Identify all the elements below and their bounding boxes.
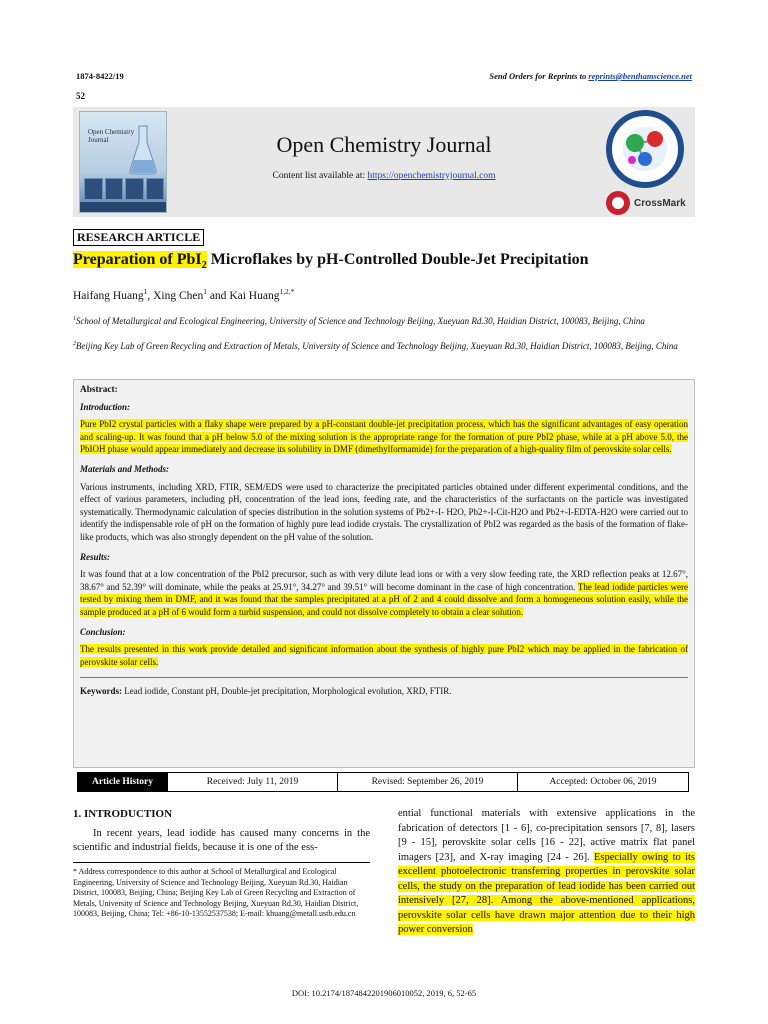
results-text: It was found that at a low concentration of the PbI2 precursor, such as with very dilute lead ions or with a very slow feeding rate, the XRD reflection peaks at 12.67°, 38.67° and 52.39° will dominate, while the peaks at 25.91°, 34.27° and 39.51° will become dominant in the case of high concentration. The lead iodide particles were tested by mixing them in DMF, and it was found that the samples precipitated at a pH of 2 and 4 could dissolve and form a homogeneous solution easily, while the sample produced at a pH of 6 would form a turbid suspension, and could not dissolve completely to obtain a clear solution. <box>80 569 689 617</box>
title-highlighted-part: Preparation of PbI$_2$ <box>73 251 207 272</box>
page-number: 52 <box>76 91 85 101</box>
correspondence-footnote: * Address correspondence to this author at School of Metallurgical and Ecological Engineering, University of Science and Technology Beijing, Xueyuan Rd.30, Haidian District, 100083, Beijing, China; Beijing Key Lab of Green Recycling and Extraction of Metals, University of Science and Technology Beijing, Xueyuan Rd.30, Haidian District, 100083, Beijing, China; Tel: +86-10-13552537538; E-mail: khuang@metall.ustb.edu.cn <box>73 862 370 920</box>
revised-date: Revised: September 26, 2019 <box>338 773 518 791</box>
issn: 1874-8422/19 <box>76 71 124 81</box>
title-rest: Microflakes by pH-Controlled Double-Jet Precipitation <box>206 251 589 268</box>
cover-image-strip <box>84 178 164 200</box>
right-column-text: ential functional materials with extensive applications in the fabrication of detectors [1 - 6], co-precipitation sensors [7, 8], lasers [9 - 15], perovskite solar cells [16 - 22], active matrix flat panel imagers [23], and X-ray imaging [24 - 26]. <box>398 808 695 863</box>
right-column <box>398 807 695 938</box>
section-heading: 1. INTRODUCTION <box>73 808 173 820</box>
affiliation-1: $^1$School of Metallurgical and Ecological Engineering, University of Science and Technology Beijing, Xueyuan Rd.30, Haidian District, 100083, Beijing, China <box>73 316 645 326</box>
cover-title: Open Chemistry Journal <box>88 128 135 144</box>
journal-url-link[interactable]: https://openchemistryjournal.com <box>367 171 496 181</box>
reprints-line <box>489 71 692 81</box>
keywords-label: Keywords: <box>80 686 122 697</box>
author-name: Kai Huang <box>229 289 280 302</box>
article-title <box>73 251 589 271</box>
introduction-label: Introduction: <box>80 401 131 412</box>
methods-label: Materials and Methods: <box>80 463 170 474</box>
journal-logo-icon <box>602 110 688 188</box>
introduction-text: Pure PbI2 crystal particles with a flaky shape were prepared by a pH-constant double-jet precipitation process, which has the significant advantages of easy operation and scaling-up. It was found that a pH below 5.0 of the mixing solution is the appropriate range for the formation of pure PbI2 phase, while at a pH above 5.0, the PbIOH phase would appear immediately and decrease its solubility in DMF (dimethylformamide) for the preparation of a high-quality film of perovskite solar cells. <box>80 419 688 455</box>
affiliation-2: $^2$Beijing Key Lab of Green Recycling and Extraction of Metals, University of Science and Technology Beijing, Xueyuan Rd.30, Haidian District, 100083, Beijing, China <box>73 341 678 351</box>
author-name: Xing Chen <box>153 289 204 302</box>
article-type: RESEARCH ARTICLE <box>73 229 204 246</box>
reprints-prefix: Send Orders for Reprints to <box>489 71 589 81</box>
doi-line: DOI: 10.2174/1874842201906010052, 2019, 6, 52-65 <box>291 988 477 998</box>
content-list-prefix: Content list available at: <box>272 171 368 181</box>
left-column <box>73 807 370 856</box>
keywords-text: Lead iodide, Constant pH, Double-jet precipitation, Morphological evolution, XRD, FTIR. <box>124 686 452 697</box>
results-label: Results: <box>80 551 111 562</box>
article-history <box>77 772 689 792</box>
flask-icon <box>128 124 158 176</box>
abstract-heading: Abstract: <box>80 385 118 395</box>
right-column-highlight: Especially owing to its excellent photoelectronic transferring properties in perovskite solar cells, the study on the preparation of lead iodide has been carried out intensively [27, 28]. Among the above-mentioned applications, perovskite solar cells have drawn major attention due to their high power conversion <box>398 851 695 935</box>
keywords <box>80 677 688 698</box>
crossmark-icon <box>606 191 630 215</box>
abstract-box <box>73 379 695 768</box>
crossmark-button[interactable] <box>606 190 692 216</box>
author-list: Haifang Huang$^1$, Xing Chen$^1$ and Kai Huang$^{1,2,*}$ <box>73 287 295 302</box>
author-name: Haifang Huang <box>73 289 144 302</box>
conclusion-label: Conclusion: <box>80 626 126 637</box>
crossmark-label: CrossMark <box>634 197 686 209</box>
history-label: Article History <box>78 773 168 791</box>
cover-footer-bar <box>80 202 166 212</box>
methods-text: Various instruments, including XRD, FTIR, SEM/EDS were used to characterize the precipitated particles obtained under different experimental conditions, and the effect of various parameters, including pH, concentration of the lead ions, feeding rate, and the characteristics of the surfactants on the particle was investigated systematically. Thermodynamic calculation of species distribution in the solution systems of Pb2+-I- H2O, Pb2+-I-Cit-H2O and Pb2+-I-EDTA-H2O were carried out to identify the indispensable role of pH on the formation of highly pure lead iodide crystals. The crystallization of PbI2 was regarded as the basis of the formation of flake-like products, which was also strongly dependent on the pH value of the solution. <box>80 481 688 542</box>
conclusion-text: The results presented in this work provide detailed and significant information about the synthesis of highly pure PbI2 which may be applied in the fabrication of perovskite solar cells. <box>80 644 688 667</box>
accepted-date: Accepted: October 06, 2019 <box>549 777 657 787</box>
journal-cover-image <box>79 111 167 213</box>
journal-title: Open Chemistry Journal <box>276 132 492 157</box>
content-list-line <box>170 171 598 181</box>
received-date: Received: July 11, 2019 <box>168 773 338 791</box>
intro-paragraph: In recent years, lead iodide has caused many concerns in the scientific and industrial fields, because it is one of the ess- <box>73 827 370 853</box>
reprints-email-link[interactable]: reprints@benthamscience.net <box>588 71 692 81</box>
